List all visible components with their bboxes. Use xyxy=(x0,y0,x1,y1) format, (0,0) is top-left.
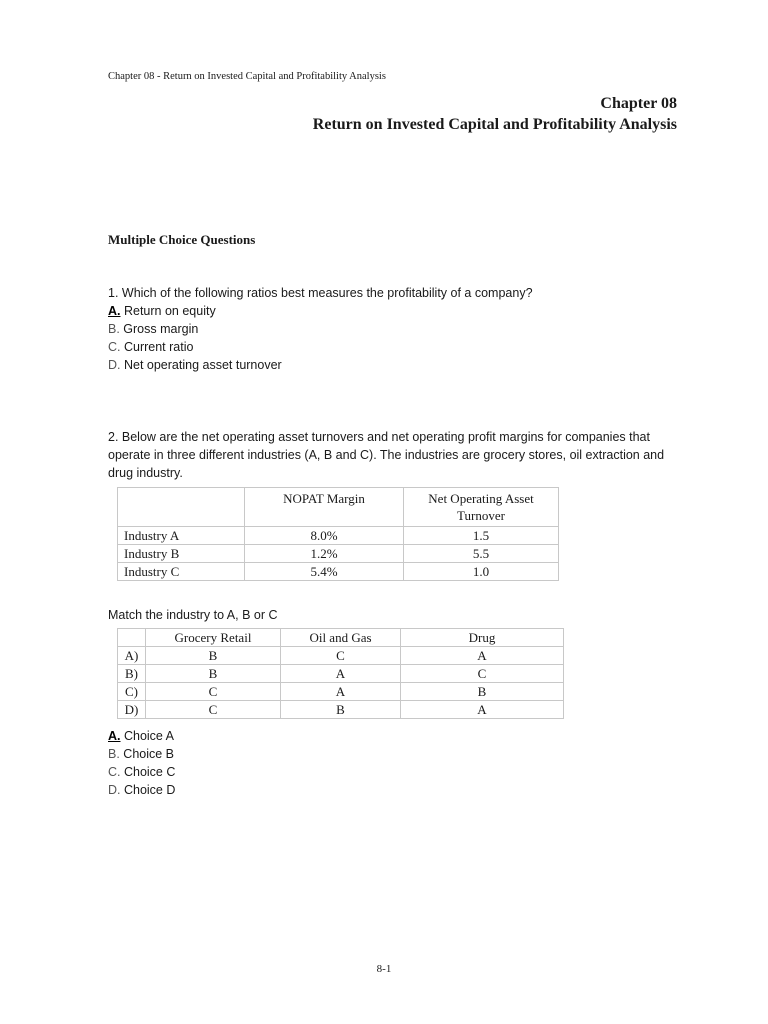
match-table-header-cell: Drug xyxy=(401,629,564,647)
industry-table-cell: 1.0 xyxy=(404,563,559,581)
option-letter: D. xyxy=(108,783,121,797)
match-table-cell: B xyxy=(281,701,401,719)
industry-ratio-table xyxy=(117,487,559,581)
question-1-options xyxy=(108,302,533,374)
match-table-row xyxy=(118,647,564,665)
industry-table-cell: Industry A xyxy=(118,527,245,545)
match-table-row xyxy=(118,665,564,683)
match-table-row xyxy=(118,701,564,719)
page-number: 8-1 xyxy=(376,963,392,975)
option-text: Gross margin xyxy=(119,322,199,336)
option-letter: B. xyxy=(108,747,120,761)
section-title: Multiple Choice Questions xyxy=(108,232,256,247)
match-table-cell: A xyxy=(401,647,564,665)
match-table-cell: B) xyxy=(118,665,146,683)
match-choices-table xyxy=(117,628,564,719)
chapter-title: Return on Invested Capital and Profitability Analysis xyxy=(312,116,677,133)
option-letter: A. xyxy=(108,304,121,318)
option-text: Return on equity xyxy=(120,304,216,318)
industry-table-cell: 5.4% xyxy=(245,563,404,581)
q2-option-a[interactable] xyxy=(108,727,175,745)
q1-option-b[interactable] xyxy=(108,320,533,338)
industry-table-row xyxy=(118,545,559,563)
option-text: Net operating asset turnover xyxy=(120,358,282,372)
q2-option-b[interactable] xyxy=(108,745,175,763)
match-table-cell: D) xyxy=(118,701,146,719)
match-table-cell: B xyxy=(401,683,564,701)
option-letter: B. xyxy=(108,322,120,336)
match-table-cell: C xyxy=(146,683,281,701)
option-letter: C. xyxy=(108,340,121,354)
match-table-cell: C xyxy=(146,701,281,719)
industry-table-cell: 5.5 xyxy=(404,545,559,563)
match-table-header-cell: Grocery Retail xyxy=(146,629,281,647)
option-letter: A. xyxy=(108,729,121,743)
match-table-cell: A xyxy=(401,701,564,719)
q2-option-d[interactable] xyxy=(108,781,175,799)
option-text: Choice D xyxy=(120,783,176,797)
option-text: Choice C xyxy=(120,765,176,779)
industry-table-cell: 8.0% xyxy=(245,527,404,545)
match-table-cell: A) xyxy=(118,647,146,665)
match-table-cell: B xyxy=(146,665,281,683)
industry-table-cell: 1.5 xyxy=(404,527,559,545)
question-1 xyxy=(108,284,533,374)
option-text: Current ratio xyxy=(120,340,194,354)
industry-table-cell: 1.2% xyxy=(245,545,404,563)
match-table-cell: A xyxy=(281,683,401,701)
match-table-cell: B xyxy=(146,647,281,665)
match-table-header-cell: Oil and Gas xyxy=(281,629,401,647)
option-text: Choice A xyxy=(120,729,175,743)
q1-option-d[interactable] xyxy=(108,356,533,374)
q1-option-a[interactable] xyxy=(108,302,533,320)
match-table-cell: C) xyxy=(118,683,146,701)
match-table-cell: C xyxy=(281,647,401,665)
match-table-header-row xyxy=(118,629,564,647)
question-2-text: 2. Below are the net operating asset turnovers and net operating profit margins for companies that operate in three different industries (A, B and C). The industries are grocery stores, oil extraction and drug industry. xyxy=(108,430,665,480)
chapter-number: Chapter 08 xyxy=(600,95,677,112)
q2-option-c[interactable] xyxy=(108,763,175,781)
match-table-cell: A xyxy=(281,665,401,683)
question-1-text: 1. Which of the following ratios best measures the profitability of a company? xyxy=(108,286,533,300)
running-head: Chapter 08 - Return on Invested Capital and Profitability Analysis xyxy=(108,71,386,82)
option-letter: D. xyxy=(108,358,121,372)
industry-table-header-cell: Net Operating Asset Turnover xyxy=(404,488,559,527)
option-letter: C. xyxy=(108,765,121,779)
industry-table-header-cell xyxy=(118,488,245,527)
option-text: Choice B xyxy=(119,747,175,761)
industry-table-cell: Industry C xyxy=(118,563,245,581)
industry-table-cell: Industry B xyxy=(118,545,245,563)
q1-option-c[interactable] xyxy=(108,338,533,356)
industry-table-row xyxy=(118,527,559,545)
industry-table-header-cell: NOPAT Margin xyxy=(245,488,404,527)
match-table-cell: C xyxy=(401,665,564,683)
industry-table-header-row xyxy=(118,488,559,527)
match-table-header-cell xyxy=(118,629,146,647)
match-table-row xyxy=(118,683,564,701)
question-2-options xyxy=(108,727,175,799)
match-label: Match the industry to A, B or C xyxy=(108,608,278,622)
industry-table-row xyxy=(118,563,559,581)
